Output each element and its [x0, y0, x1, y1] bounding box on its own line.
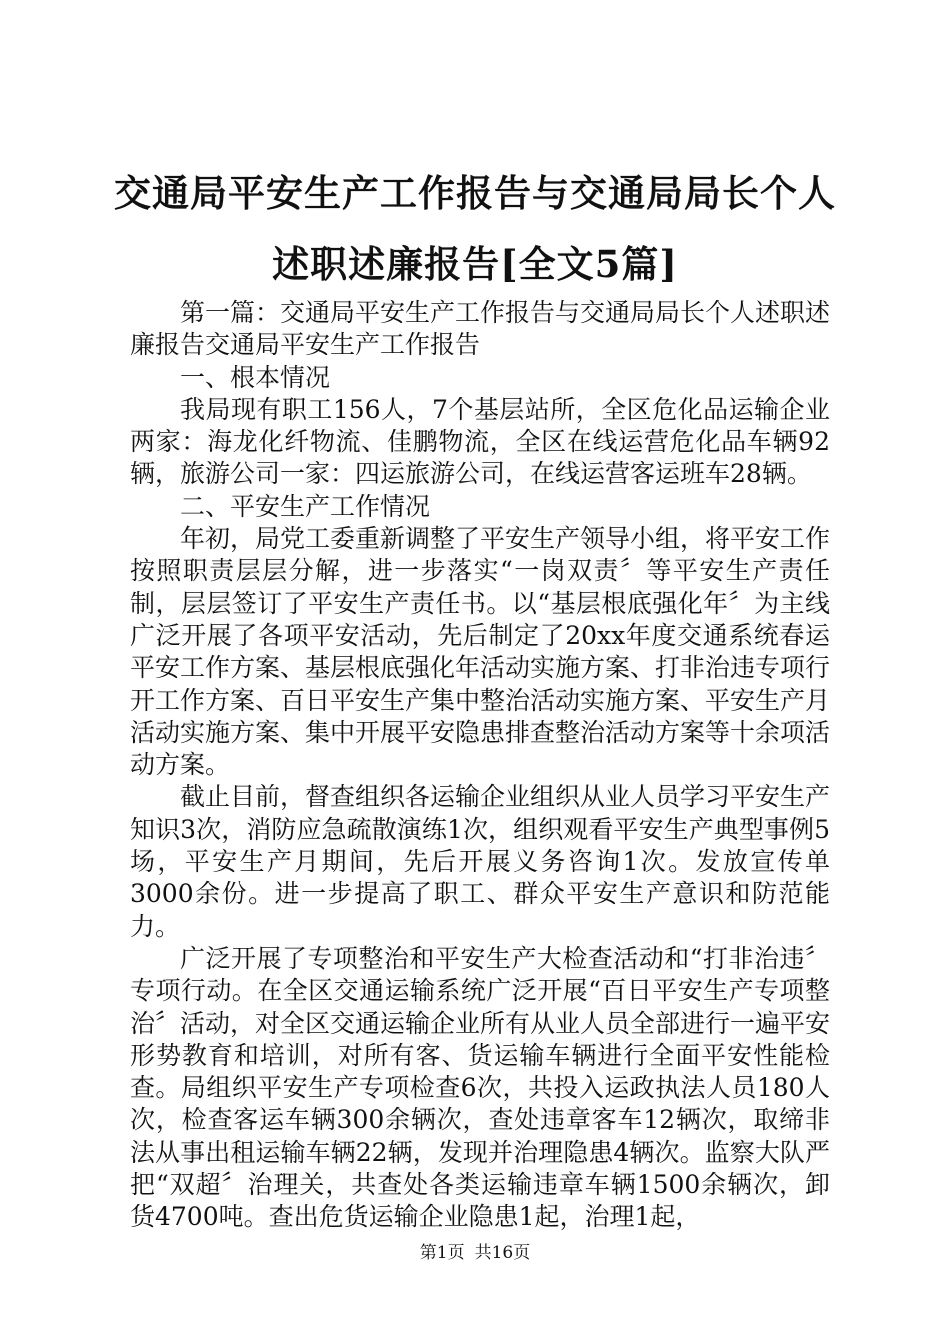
section-heading: 二、平安生产工作情况 [180, 491, 431, 521]
paragraph: 第一篇：交通局平安生产工作报告与交通局局长个人述职述廉报告交通局平安生产工作报告 [130, 298, 831, 360]
paragraph: 广泛开展了专项整治和平安生产大检查活动和“打非治违〞专项行动。在全区交通运输系统广泛开展“百日平安生产专项整治〞活动，对全区交通运输企业所有从业人员全部进行一遍平安形势教育和培训，对所有客、货运输车辆进行全面平安性能检查。局组织平安生产专项检查6次，共投入运政执法人员180人次，检查客运车辆300余辆次，查处违章客车12辆次，取缔非法从事出租运输车辆22辆，发现并治理隐患4辆次。监察大队严把“双超〞治理关，共查处各类运输违章车辆1500余辆次，卸货4700吨。查出危货运输企业隐患1起，治理1起， [130, 943, 831, 1232]
section-heading: 一、根本情况 [180, 362, 331, 392]
page-total: 共16页 [474, 1243, 531, 1263]
paragraph: 我局现有职工156人，7个基层站所，全区危化品运输企业两家：海龙化纤物流、佳鹏物流，全区在线运营危化品车辆92辆，旅游公司一家：四运旅游公司，在线运营客运班车28辆。 [130, 394, 830, 489]
paragraph: 截止目前，督查组织各运输企业组织从业人员学习平安生产知识3次，消防应急疏散演练1次，组织观看平安生产典型事例5场，平安生产月期间，先后开展义务咨询1次。发放宣传单3000余份。进一步提高了职工、群众平安生产意识和防范能力。 [130, 782, 831, 941]
document-title: 交通局平安生产工作报告与交通局局长个人述职述廉报告[全文5篇] [114, 171, 836, 286]
document-body [130, 297, 830, 1234]
page-number: 第1页 [419, 1243, 465, 1263]
page-footer [0, 1242, 950, 1264]
paragraph: 年初，局党工委重新调整了平安生产领导小组，将平安工作按照职责层层分解，进一步落实“一岗双责〞等平安生产责任制，层层签订了平安生产责任书。以“基层根底强化年〞为主线广泛开展了各项平安活动，先后制定了20xx年度交通系统春运平安工作方案、基层根底强化年活动实施方案、打非治违专项行开工作方案、百日平安生产集中整治活动实施方案、平安生产月活动实施方案、集中开展平安隐患排查整治活动方案等十余项活动方案。 [130, 524, 831, 780]
